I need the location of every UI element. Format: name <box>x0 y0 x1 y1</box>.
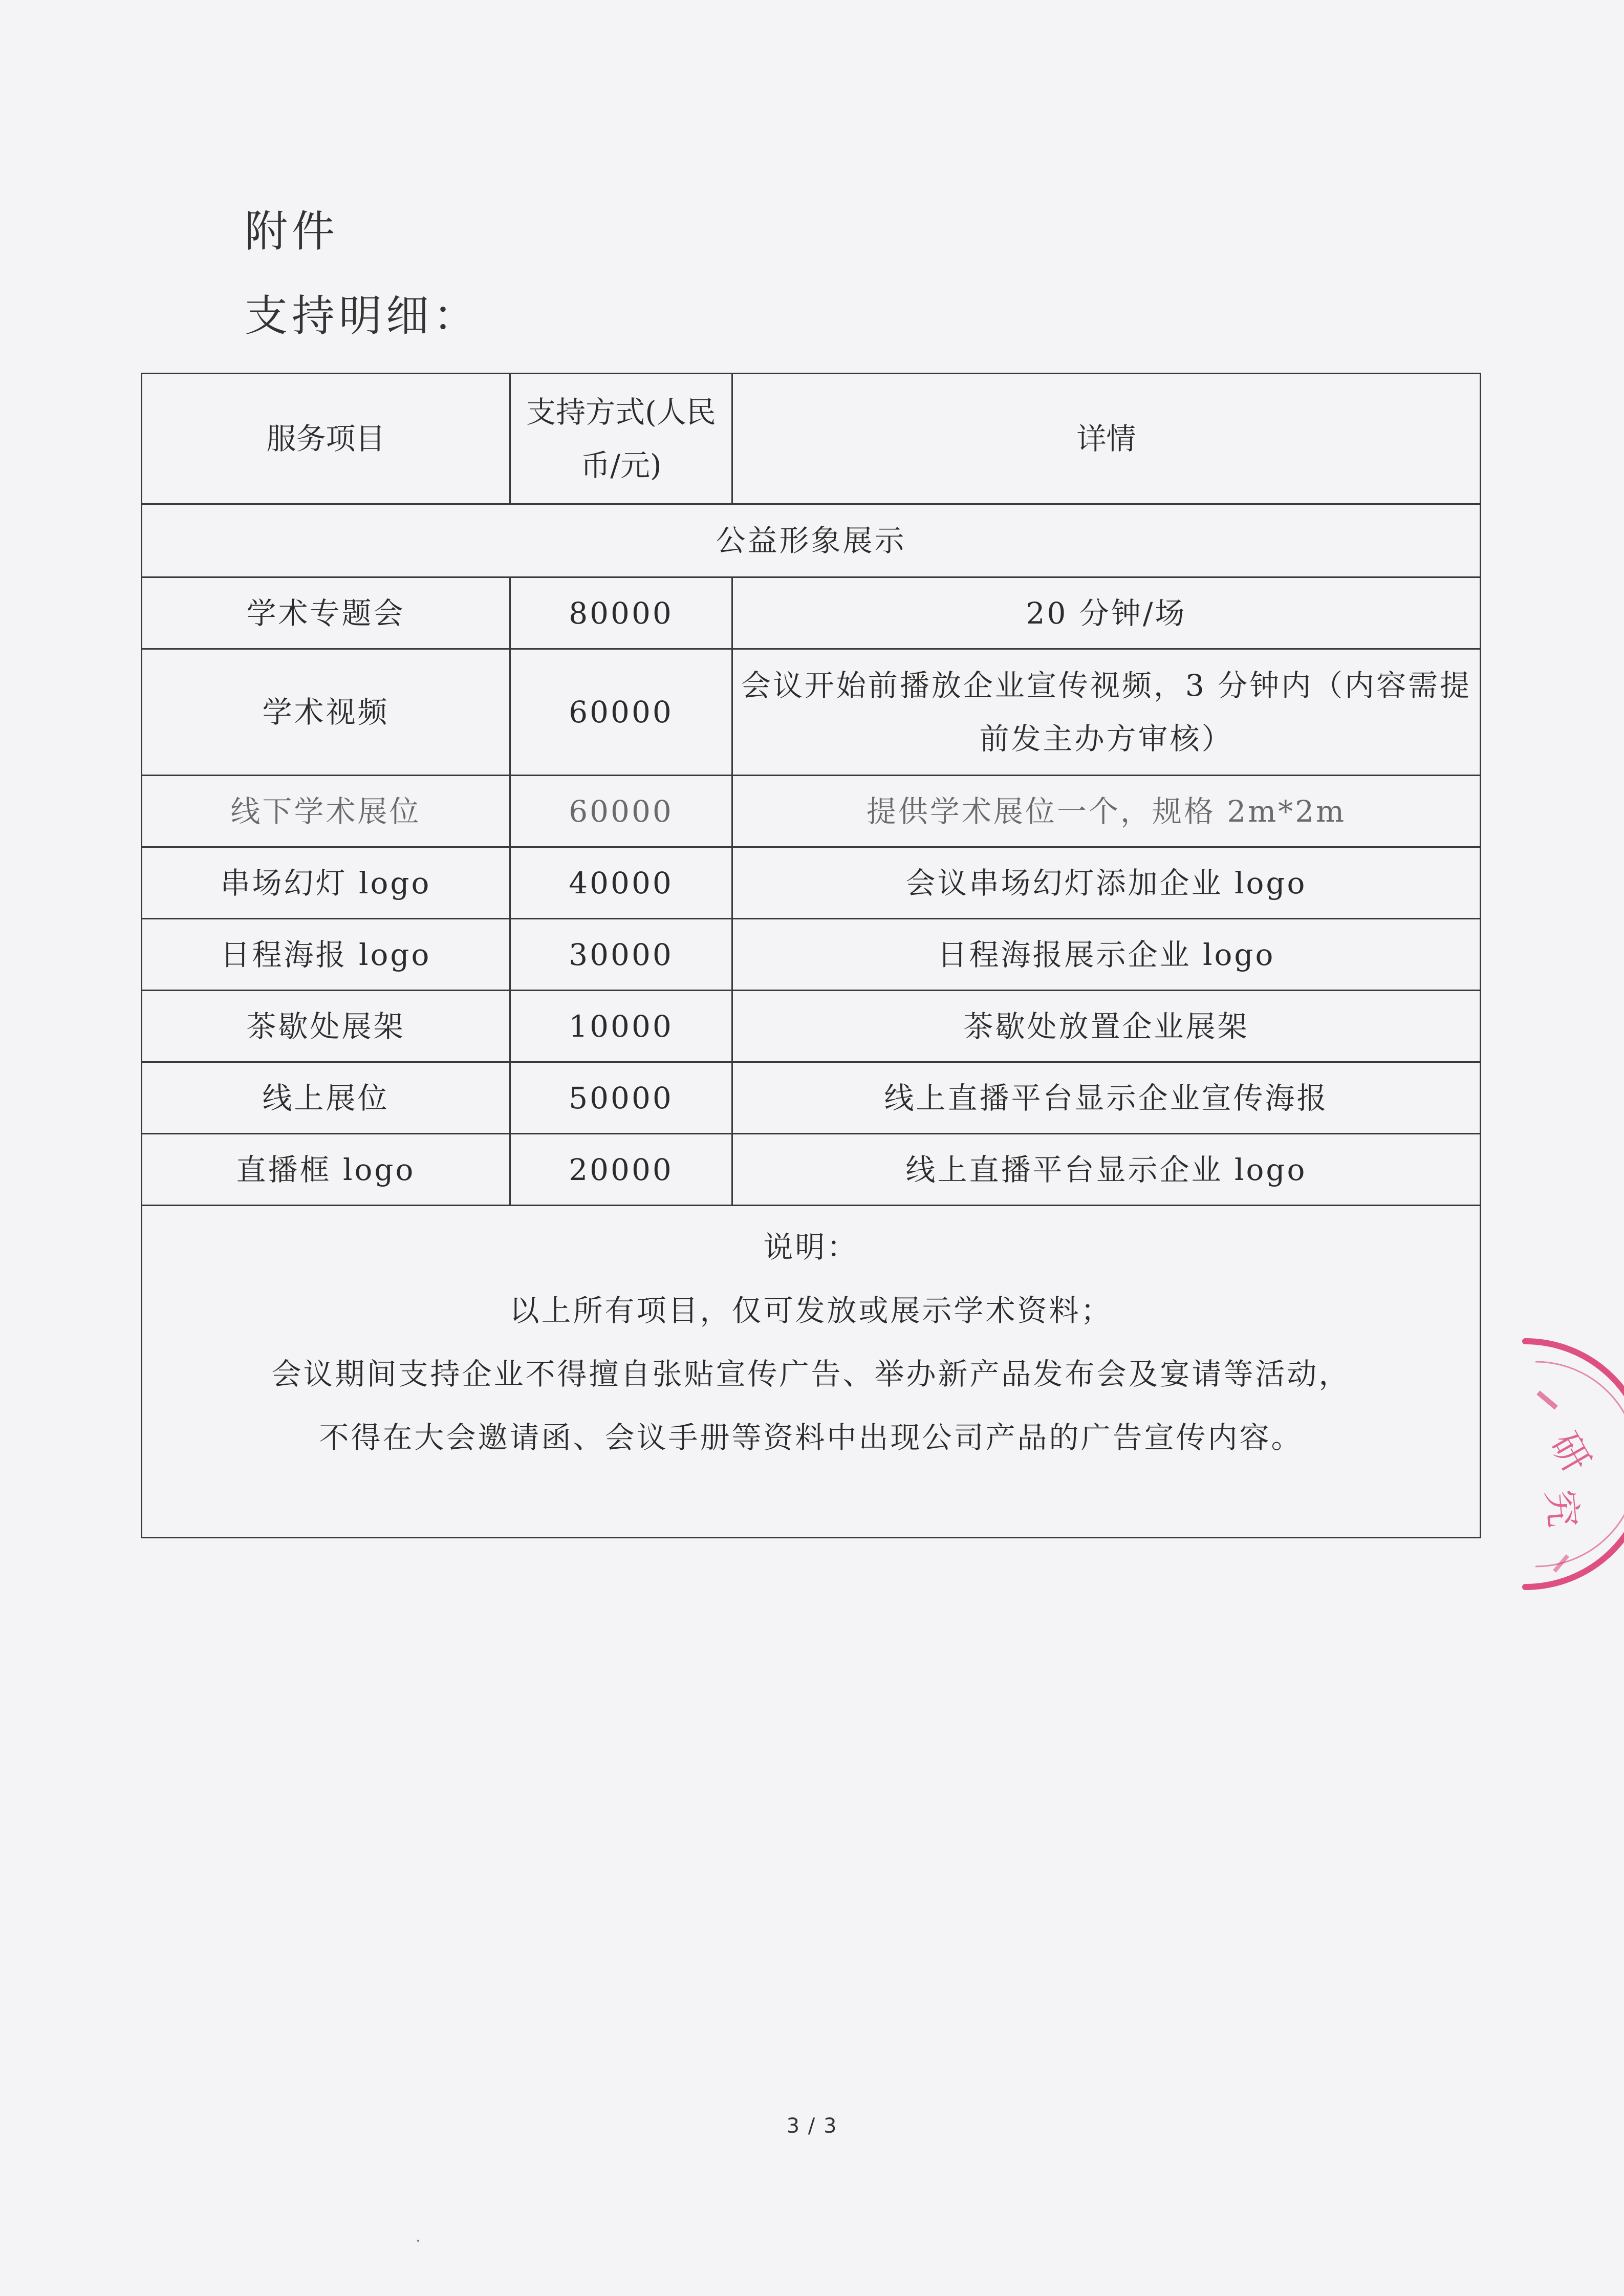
row-detail: 会议串场幻灯添加企业 logo <box>732 847 1481 919</box>
support-details-table <box>141 373 1481 1538</box>
table-row <box>142 847 1481 919</box>
row-item: 学术专题会 <box>142 577 510 649</box>
row-detail: 提供学术展位一个，规格 2m*2m <box>732 776 1481 847</box>
row-amount: 50000 <box>510 1062 732 1134</box>
notes-cell <box>142 1206 1481 1538</box>
svg-text:究: 究 <box>1538 1488 1585 1530</box>
notes-row <box>142 1206 1481 1538</box>
notes-title: 说明： <box>763 1230 859 1264</box>
row-item: 茶歇处展架 <box>142 991 510 1062</box>
row-amount: 80000 <box>510 577 732 649</box>
heading-support-details: 支持明细： <box>245 291 481 341</box>
row-amount: 60000 <box>510 649 732 776</box>
svg-text:研: 研 <box>1542 1425 1599 1480</box>
row-detail: 20 分钟/场 <box>732 577 1481 649</box>
table-header-row <box>142 374 1481 504</box>
row-item: 串场幻灯 logo <box>142 847 510 919</box>
notes-line: 以上所有项目，仅可发放或展示学术资料； <box>509 1293 1113 1328</box>
heading-attachment: 附件 <box>245 206 339 256</box>
table-row <box>142 577 1481 649</box>
red-seal-stamp <box>1515 1331 1624 1597</box>
row-amount: 10000 <box>510 991 732 1062</box>
row-item: 学术视频 <box>142 649 510 776</box>
notes-line: 会议期间支持企业不得擅自张贴宣传广告、举办新产品发布会及宴请等活动， <box>271 1357 1351 1391</box>
notes-line: 不得在大会邀请函、会议手册等资料中出现公司产品的广告宣传内容。 <box>319 1420 1303 1455</box>
row-amount: 20000 <box>510 1134 732 1206</box>
row-amount: 40000 <box>510 847 732 919</box>
table-row <box>142 919 1481 991</box>
scan-speck <box>417 2240 419 2242</box>
table-row <box>142 776 1481 847</box>
table-row <box>142 649 1481 776</box>
header-details: 详情 <box>732 374 1481 504</box>
header-support-method: 支持方式(人民币/元) <box>510 374 732 504</box>
header-service-item: 服务项目 <box>142 374 510 504</box>
row-item: 直播框 logo <box>142 1134 510 1206</box>
row-amount: 30000 <box>510 919 732 991</box>
row-item: 线上展位 <box>142 1062 510 1134</box>
row-amount: 60000 <box>510 776 732 847</box>
group-title: 公益形象展示 <box>142 504 1481 577</box>
row-item: 日程海报 logo <box>142 919 510 991</box>
table-group-row <box>142 504 1481 577</box>
table-row <box>142 1062 1481 1134</box>
table-row <box>142 1134 1481 1206</box>
row-item: 线下学术展位 <box>142 776 510 847</box>
row-detail: 日程海报展示企业 logo <box>732 919 1481 991</box>
page-number: 3 / 3 <box>786 2114 838 2138</box>
row-detail: 线上直播平台显示企业 logo <box>732 1134 1481 1206</box>
table-row <box>142 991 1481 1062</box>
row-detail: 会议开始前播放企业宣传视频，3 分钟内（内容需提前发主办方审核） <box>732 649 1481 776</box>
row-detail: 线上直播平台显示企业宣传海报 <box>732 1062 1481 1134</box>
row-detail: 茶歇处放置企业展架 <box>732 991 1481 1062</box>
